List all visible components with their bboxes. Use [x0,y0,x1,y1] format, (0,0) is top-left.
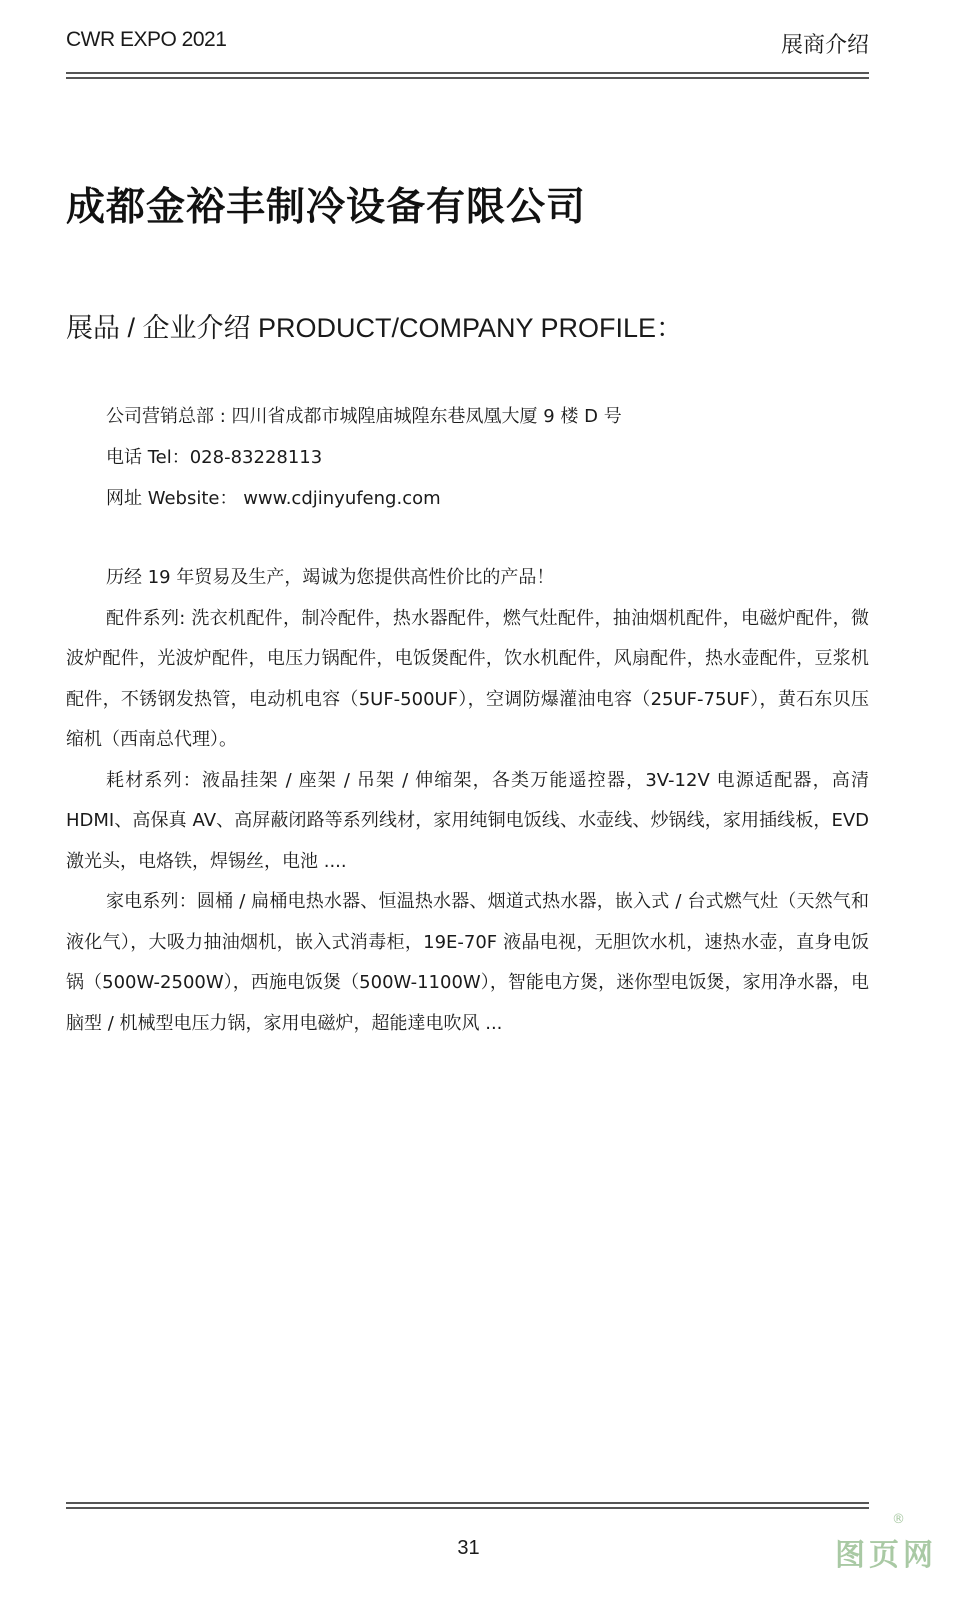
header-section-title: 展商介绍 [780,33,869,58]
parts-series-paragraph: 配件系列: 洗衣机配件，制冷配件，热水器配件，燃气灶配件，抽油烟机配件，电磁炉配件，微波炉配件，光波炉配件，电压力锅配件，电饭煲配件，饮水机配件，风扇配件，热水壶配件，豆浆机配件，不锈钢发热管，电动机电容（5UF-500UF），空调防爆灌油电容（25UF-75UF），黄石东贝压缩机（西南总代理）。 [66,607,869,750]
contact-block [106,396,622,519]
page-number: 31 [457,1537,480,1559]
footer-double-rule [66,1502,869,1509]
watermark-registered-mark: ® [892,1512,905,1527]
consumables-series-paragraph: 耗材系列：液晶挂架 / 座架 / 吊架 / 伸缩架，各类万能遥控器，3V-12V 电源适配器，高清 HDMI、高保真 AV、高屏蔽闭路等系列线材，家用纯铜电饭线、水壶线、炒锅线，家用插线板，EVD 激光头，电烙铁，焊锡丝，电池 .... [66,769,869,872]
contact-address: 公司营销总部 : 四川省成都市城隍庙城隍东巷凤凰大厦 9 楼 D 号 [106,406,622,427]
watermark-logo: 图页网 [835,1538,937,1573]
company-name: 成都金裕丰制冷设备有限公司 [66,185,587,230]
header-double-rule [66,72,869,79]
contact-website: 网址 Website： www.cdjinyufeng.com [106,488,441,509]
header-expo-title: CWR EXPO 2021 [66,28,227,51]
contact-phone: 电话 Tel：028-83228113 [106,447,323,468]
appliances-series-paragraph: 家电系列：圆桶 / 扁桶电热水器、恒温热水器、烟道式热水器，嵌入式 / 台式燃气灶（天然气和液化气），大吸力抽油烟机，嵌入式消毒柜，19E-70F 液晶电视，无胆饮水机，速热水壶，直身电饭锅（500W-2500W），西施电饭煲（500W-1100W），智能电方煲，迷你型电饭煲，家用净水器，电脑型 / 机械型电压力锅，家用电磁炉，超能達电吹风 ... [66,891,869,1034]
section-heading: 展品 / 企业介绍 PRODUCT/COMPANY PROFILE： [66,313,684,343]
profile-body [66,558,869,1044]
intro-paragraph: 历经 19 年贸易及生产，竭诚为您提供高性价比的产品！ [106,567,555,588]
